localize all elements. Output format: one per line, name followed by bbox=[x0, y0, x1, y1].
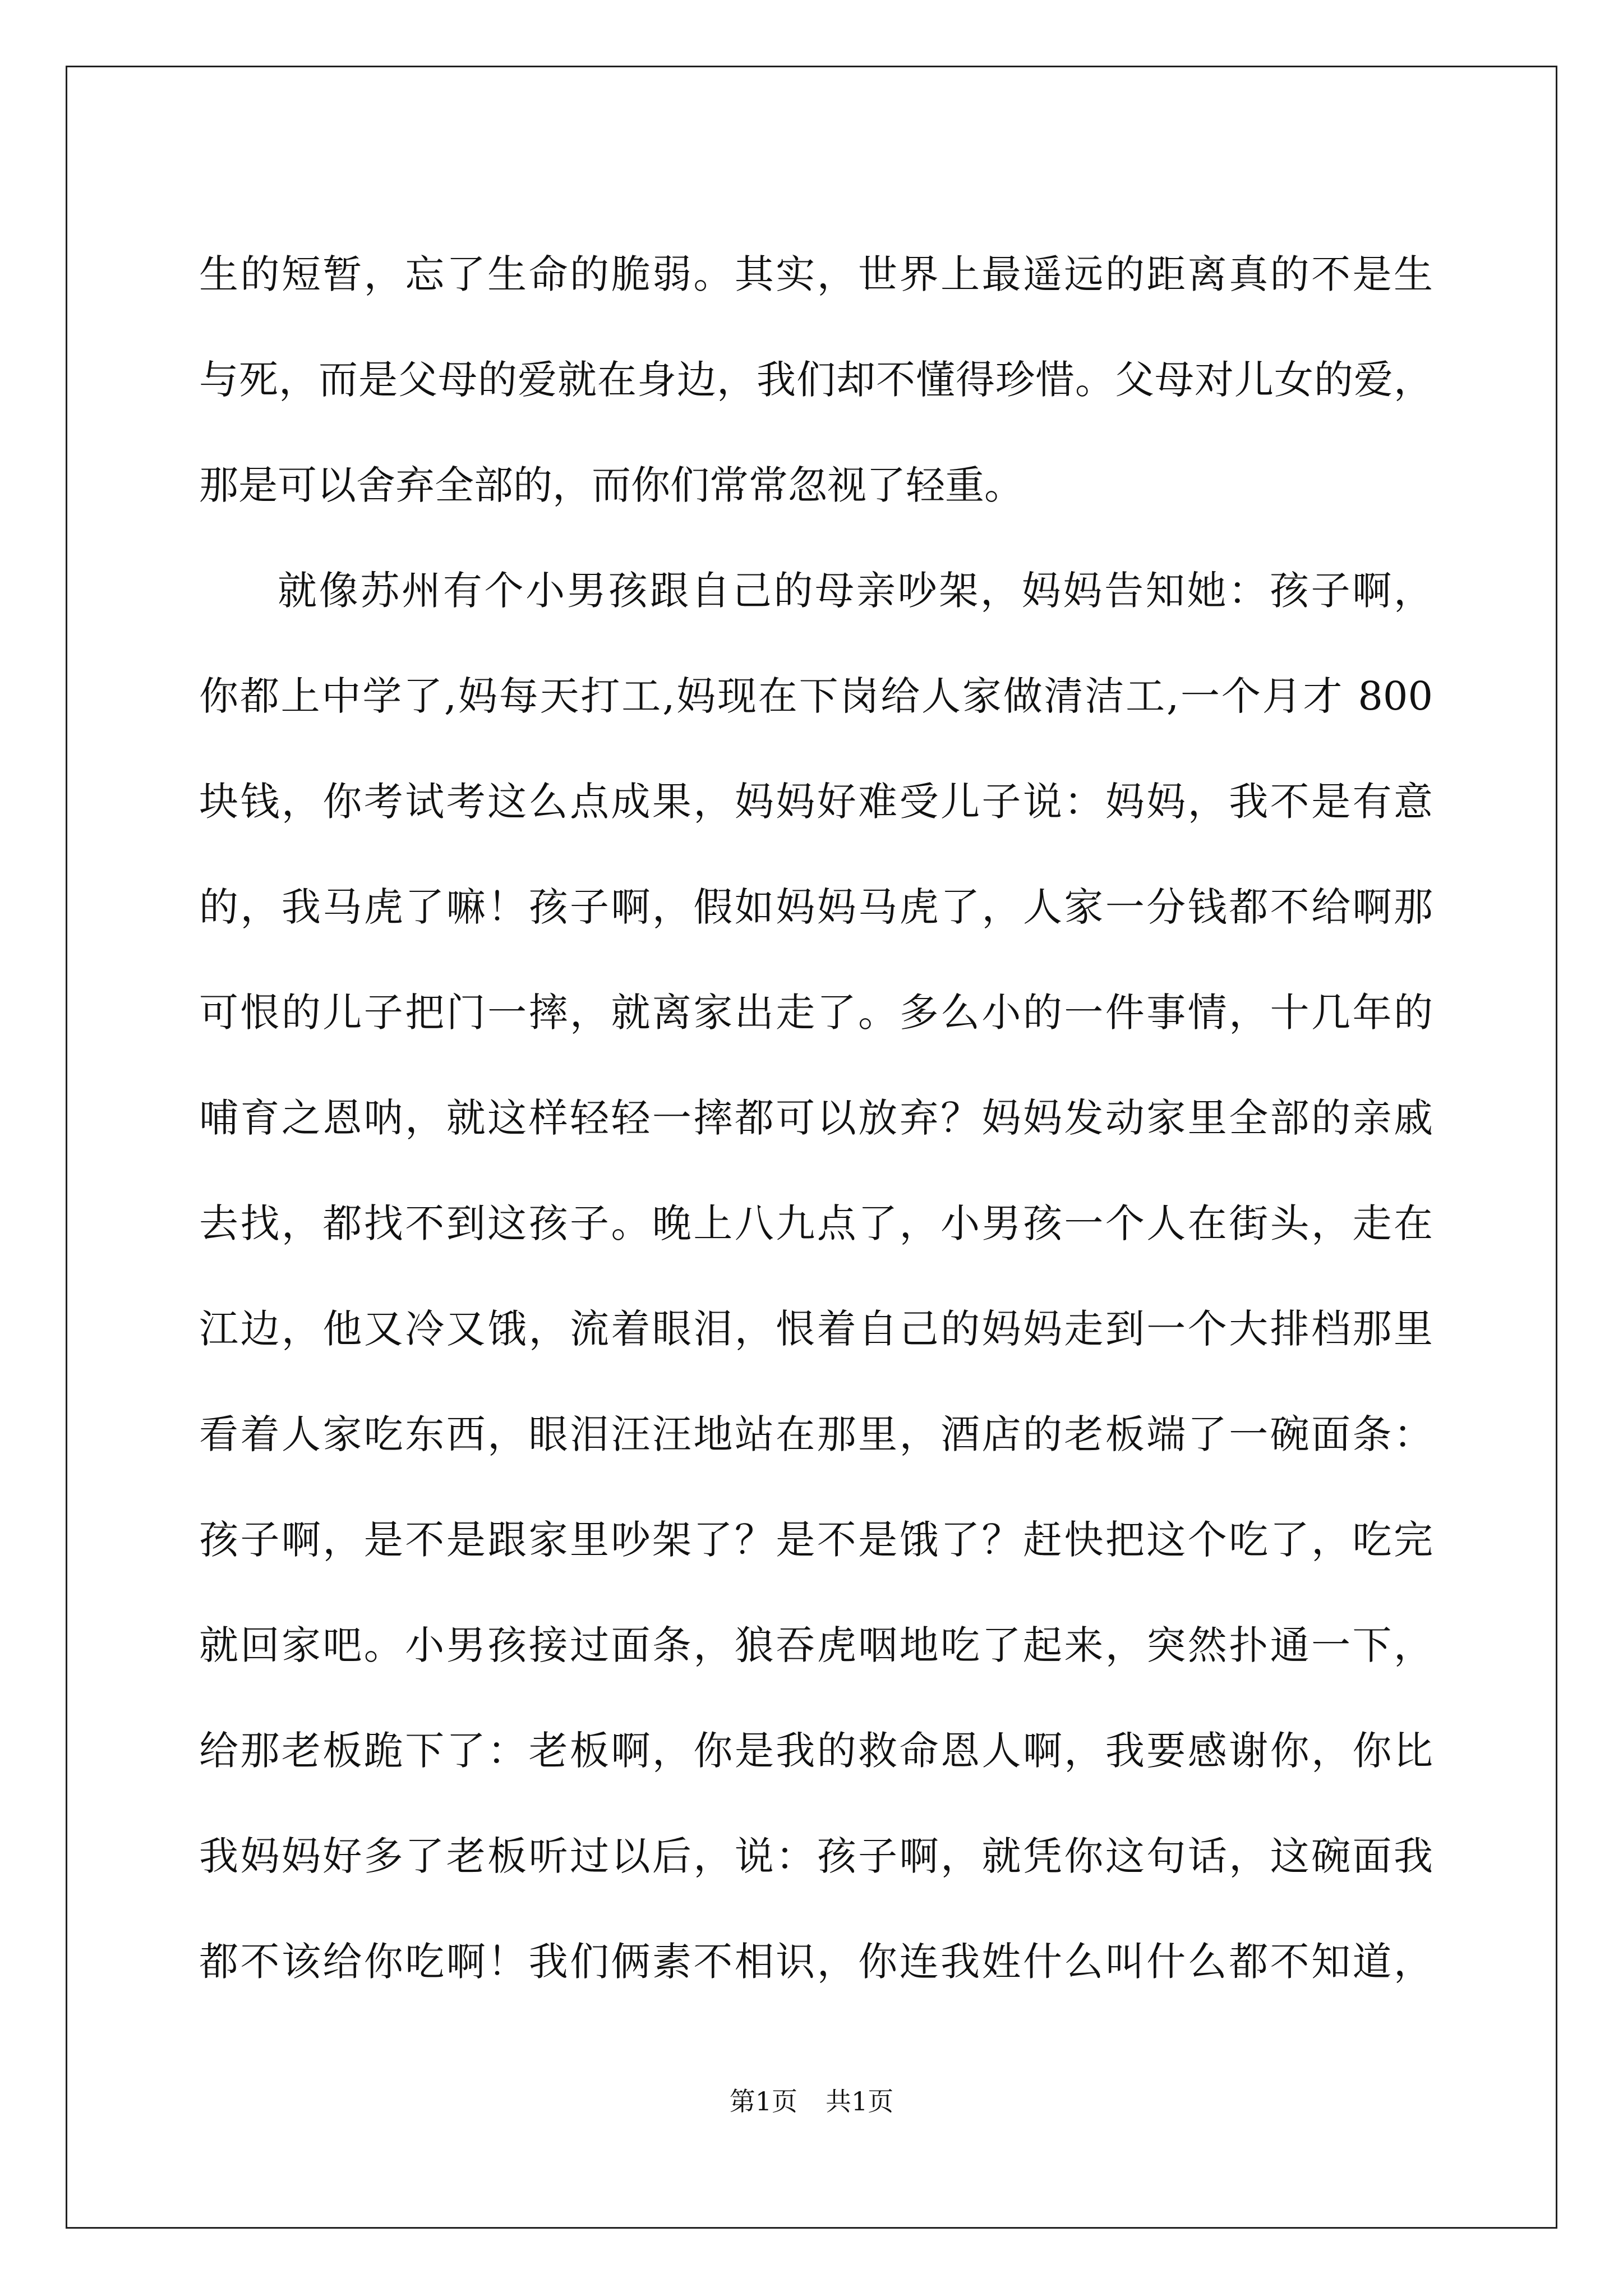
page-number-current: 第1页 bbox=[729, 2086, 797, 2116]
text-line: 就像苏州有个小男孩跟自己的母亲吵架，妈妈告知她：孩子啊， bbox=[278, 568, 1433, 614]
document-body bbox=[199, 222, 1433, 2014]
text-line: 看着人家吃东西，眼泪汪汪地站在那里，酒店的老板端了一碗面条： bbox=[199, 1411, 1433, 1457]
text-line: 都不该给你吃啊！我们俩素不相识，你连我姓什么叫什么都不知道， bbox=[199, 1939, 1433, 1985]
page-footer bbox=[0, 2085, 1623, 2118]
text-line: 我妈妈好多了老板听过以后，说：孩子啊，就凭你这句话，这碗面我 bbox=[199, 1833, 1433, 1879]
text-line: 可恨的儿子把门一摔，就离家出走了。多么小的一件事情，十几年的 bbox=[199, 990, 1433, 1036]
text-line: 哺育之恩呐，就这样轻轻一摔都可以放弃？妈妈发动家里全部的亲戚 bbox=[199, 1095, 1433, 1141]
text-line: 那是可以舍弃全部的，而你们常常忽视了轻重。 bbox=[199, 462, 1023, 508]
text-line: 生的短暂，忘了生命的脆弱。其实，世界上最遥远的距离真的不是生 bbox=[199, 251, 1433, 297]
text-line: 孩子啊，是不是跟家里吵架了？是不是饿了？赶快把这个吃了，吃完 bbox=[199, 1517, 1433, 1563]
text-line: 给那老板跪下了：老板啊，你是我的救命恩人啊，我要感谢你，你比 bbox=[199, 1728, 1433, 1774]
text-line: 就回家吧。小男孩接过面条，狼吞虎咽地吃了起来，突然扑通一下， bbox=[199, 1622, 1433, 1668]
text-line: 江边，他又冷又饿，流着眼泪，恨着自己的妈妈走到一个大排档那里 bbox=[199, 1306, 1433, 1352]
text-line: 的，我马虎了嘛！孩子啊，假如妈妈马虎了，人家一分钱都不给啊那 bbox=[199, 884, 1433, 930]
text-line: 块钱，你考试考这么点成果，妈妈好难受儿子说：妈妈，我不是有意 bbox=[199, 779, 1433, 825]
text-line: 你都上中学了,妈每天打工,妈现在下岗给人家做清洁工,一个月才 800 bbox=[199, 673, 1433, 719]
text-line: 与死，而是父母的爱就在身边，我们却不懂得珍惜。父母对儿女的爱， bbox=[199, 357, 1433, 403]
page-number-total: 共1页 bbox=[826, 2086, 894, 2116]
text-line: 去找，都找不到这孩子。晚上八九点了，小男孩一个人在街头，走在 bbox=[199, 1200, 1433, 1246]
